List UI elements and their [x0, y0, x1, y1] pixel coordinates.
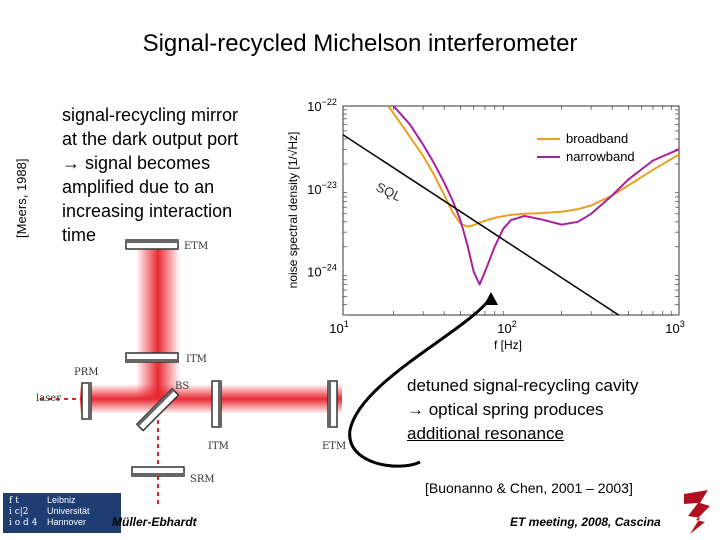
slide-title: Signal-recycled Michelson interferometer: [142, 30, 578, 57]
university-logo: [3, 493, 121, 533]
university-name-line: Hannover: [47, 517, 87, 527]
y-axis-label: noise spectral density [1/√Hz]: [286, 131, 300, 289]
footer-author: Müller-Ebhardt: [112, 515, 197, 529]
itm-top-coating: [126, 359, 178, 362]
detuned-description: [407, 374, 639, 446]
university-name-line: Universität: [47, 506, 90, 516]
arm-beam-vertical: [136, 246, 180, 398]
etm-right-coating: [328, 381, 331, 427]
logo-glyph-line: f t: [9, 496, 19, 506]
arm-beam-horizontal: [80, 384, 342, 414]
description-line: amplified due to an: [62, 177, 215, 197]
logo-glyph-line: i o d 4: [9, 518, 38, 528]
noise-chart: [286, 97, 685, 355]
itm-right-coating: [218, 381, 221, 427]
description-line: at the dark output port: [62, 129, 239, 149]
label-itm-right: ITM: [208, 441, 229, 452]
detuned-line: additional resonance: [407, 424, 564, 443]
university-logo-glyph: [9, 496, 43, 529]
label-etm-top: ETM: [184, 241, 209, 252]
legend-label-narrowband: narrowband: [566, 149, 635, 164]
legend-label-broadband: broadband: [566, 131, 629, 146]
label-bs: BS: [175, 381, 190, 392]
label-itm-top: ITM: [186, 354, 207, 365]
x-tick-label: $10^3$: [665, 319, 685, 336]
citation-buonanno-chen: [Buonanno & Chen, 2001 – 2003]: [425, 480, 633, 496]
footer-meeting: ET meeting, 2008, Cascina: [510, 515, 661, 529]
description-line: → signal becomes: [62, 153, 211, 173]
sql-label: SQL: [373, 179, 404, 205]
label-etm-right: ETM: [322, 441, 347, 452]
x-axis-label: f [Hz]: [494, 338, 523, 352]
label-srm: SRM: [190, 474, 215, 485]
y-tick-label: $10^{-24}$: [307, 262, 337, 280]
plot-frame: [343, 106, 679, 315]
description-line: time: [62, 225, 97, 245]
label-laser: laser: [36, 393, 61, 404]
description-line: signal-recycling mirror: [62, 105, 239, 125]
detuned-line: detuned signal-recycling cavity: [407, 376, 639, 395]
y-tick-label: $10^{-23}$: [307, 179, 337, 197]
etm-top-coating: [126, 240, 178, 243]
et-logo: [680, 488, 712, 534]
prm-coating: [88, 383, 91, 419]
university-name-line: Leibniz: [47, 495, 76, 505]
x-tick-label: $10^1$: [329, 319, 349, 336]
description-line: increasing interaction: [62, 201, 233, 221]
y-tick-label: $10^{-22}$: [307, 97, 337, 114]
logo-glyph-line: i c|2: [9, 507, 29, 517]
label-prm: PRM: [74, 367, 99, 378]
citation-meers: [Meers, 1988]: [14, 158, 29, 238]
detuned-line: → optical spring produces: [407, 400, 604, 419]
university-name: [47, 495, 90, 528]
x-tick-label: $10^2$: [497, 319, 517, 336]
srm-coating: [132, 473, 184, 476]
